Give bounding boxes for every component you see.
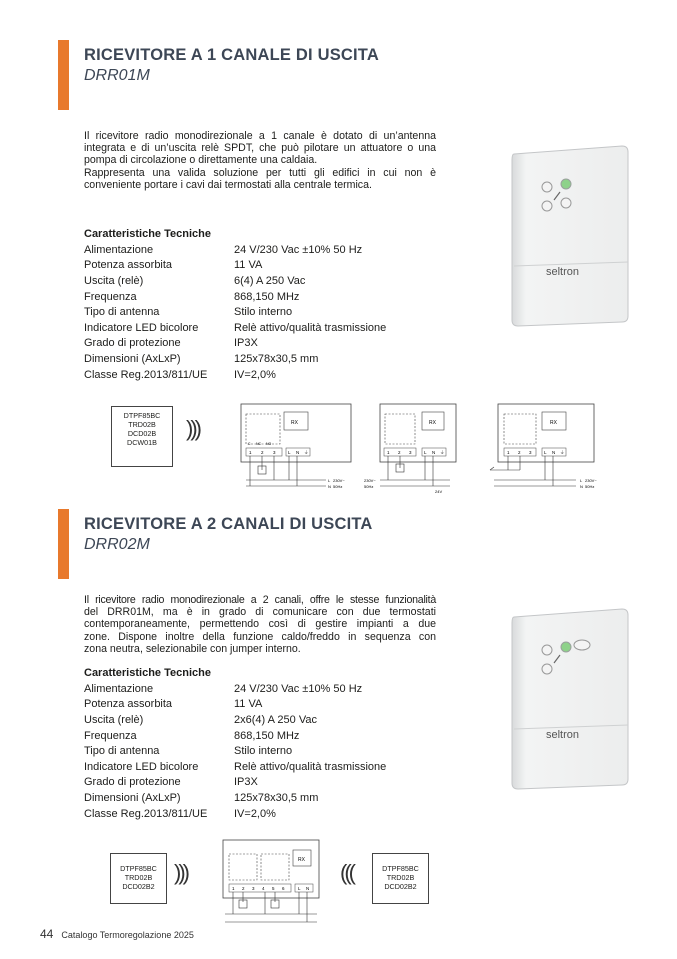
wiring-diagram-1 <box>236 400 356 495</box>
radio-waves-icon: ((( <box>340 860 353 885</box>
intro-line: Rappresenta una valida soluzione per tutti gli edifici in cui non è <box>84 166 436 179</box>
spec-value: Stilo interno <box>234 745 293 758</box>
spec-row <box>84 681 424 697</box>
spec-value: IP3X <box>234 776 258 789</box>
terminal-label: ⏚ <box>304 450 309 455</box>
section1-code: DRR01M <box>84 67 150 84</box>
spec-label: Uscita (relè) <box>84 713 144 726</box>
spec-label: Classe Reg.2013/811/UE <box>84 368 208 381</box>
supply-label: 230V~ <box>333 478 345 483</box>
spec-row <box>84 743 424 759</box>
brand-logo: seltron <box>546 729 580 741</box>
terminal-label: L <box>298 886 301 891</box>
spec-label: Potenza assorbita <box>84 698 173 711</box>
contact-label: NC <box>256 442 262 446</box>
spec-label: Frequenza <box>84 290 137 303</box>
transmitter-model: DCD02B <box>127 429 157 438</box>
spec-label: Tipo di antenna <box>84 306 160 319</box>
supply-label: 230V~ <box>364 478 376 483</box>
terminal-label: 6 <box>282 886 285 891</box>
transmitter-list-box <box>111 406 173 467</box>
transmitter-model: TRD02B <box>128 420 156 429</box>
terminal-label: 2 <box>242 886 245 891</box>
page-footer <box>40 927 194 941</box>
spec-label: Potenza assorbita <box>84 259 173 272</box>
led-indicator-icon <box>561 179 571 189</box>
terminal-label: ⏚ <box>440 450 445 455</box>
spec-row <box>84 320 424 336</box>
spec-value: 6(4) A 250 Vac <box>234 274 306 287</box>
spec-row <box>84 304 424 320</box>
spec-label: Indicatore LED bicolore <box>84 760 199 773</box>
spec-value: IV=2,0% <box>234 368 276 381</box>
spec-value: Stilo interno <box>234 306 293 319</box>
led-indicator-icon <box>561 642 571 652</box>
wiring-diagram-2ch <box>221 838 321 930</box>
footer-text: Catalogo Termoregolazione 2025 <box>61 930 194 940</box>
section1-intro <box>84 130 436 191</box>
spec-label: Dimensioni (AxLxP) <box>84 791 181 804</box>
spec-label: Frequenza <box>84 729 137 742</box>
spec-value: 2x6(4) A 250 Vac <box>234 713 317 726</box>
wiring-diagram-2 <box>360 400 460 495</box>
section2-title: RICEVITORE A 2 CANALI DI USCITA <box>84 515 373 533</box>
terminal-label: 3 <box>273 450 276 455</box>
spec-label: Grado di protezione <box>84 337 181 350</box>
section2-specs-heading: Caratteristiche Tecniche <box>84 667 211 679</box>
transmitter-model: DCW01B <box>127 438 157 447</box>
spec-row <box>84 336 424 352</box>
spec-row <box>84 697 424 713</box>
freq-label: 50Hz <box>364 484 374 489</box>
spec-value: 868,150 MHz <box>234 290 300 303</box>
spec-value: 11 VA <box>234 259 263 272</box>
spec-row <box>84 806 424 822</box>
transmitter-model: DTPF85BC <box>382 864 419 873</box>
spec-value: IP3X <box>234 337 258 350</box>
rx-label: RX <box>298 857 305 863</box>
terminal-label: ⏚ <box>560 450 565 455</box>
contact-label: NO <box>266 442 272 446</box>
transmitter-model: DTPF85BC <box>120 864 157 873</box>
radio-waves-icon: ))) <box>186 416 199 441</box>
spec-label: Uscita (relè) <box>84 274 144 287</box>
spec-label: Alimentazione <box>84 682 154 695</box>
terminal-label: 1 <box>232 886 235 891</box>
rx-label: RX <box>429 420 436 426</box>
phase-label: L <box>580 478 583 483</box>
spec-label: Indicatore LED bicolore <box>84 321 199 334</box>
terminal-label: N <box>432 450 436 455</box>
spec-row <box>84 242 424 258</box>
phase-label: L <box>328 478 331 483</box>
spec-label: Dimensioni (AxLxP) <box>84 352 181 365</box>
supply24-label: 24V <box>435 489 443 494</box>
terminal-label: L <box>288 450 291 455</box>
freq-label: 50Hz <box>585 484 595 489</box>
rx-label: RX <box>291 420 298 426</box>
section2-code: DRR02M <box>84 536 150 553</box>
terminal-label: N <box>306 886 310 891</box>
terminal-label: 3 <box>252 886 255 891</box>
brand-logo: seltron <box>546 266 580 278</box>
receiver-device-image <box>508 140 633 330</box>
spec-value: 125x78x30,5 mm <box>234 791 319 804</box>
neutral-label: N <box>328 484 331 489</box>
section2-spec-table <box>84 681 424 821</box>
section1-accent-bar <box>58 40 69 110</box>
intro-line: del DRR01M, ma è in grado di comunicare con due termostati <box>84 606 436 619</box>
terminal-label: 5 <box>272 886 275 891</box>
spec-row <box>84 289 424 305</box>
intro-line: conveniente portare i cavi dai termostati alla centrale termica. <box>84 178 372 191</box>
terminal-label: 2 <box>398 450 401 455</box>
spec-label: Alimentazione <box>84 243 154 256</box>
spec-row <box>84 759 424 775</box>
spec-value: 11 VA <box>234 698 263 711</box>
wiring-diagram-3 <box>484 400 604 495</box>
spec-row <box>84 728 424 744</box>
intro-line: zone. Dispone inoltre della funzione caldo/freddo in sequenza con <box>84 630 436 643</box>
neutral-label: N <box>580 484 583 489</box>
spec-value: Relè attivo/qualità trasmissione <box>234 760 387 773</box>
section1-title: RICEVITORE A 1 CANALE DI USCITA <box>84 46 379 64</box>
intro-line: zona neutra, selezionabile con jumper interno. <box>84 642 301 655</box>
transmitter-model: DCD02B2 <box>384 882 417 891</box>
intro-line: integrata e di un’uscita relè SPDT, che può pilotare un attuatore o una <box>84 142 436 155</box>
supply-label: 230V~ <box>585 478 597 483</box>
section2-accent-bar <box>58 509 69 579</box>
terminal-label: 3 <box>529 450 532 455</box>
spec-row <box>84 775 424 791</box>
transmitter-model: DTPF85BC <box>123 411 161 420</box>
spec-row <box>84 712 424 728</box>
terminal-label: 1 <box>249 450 252 455</box>
radio-waves-icon: ))) <box>174 860 187 885</box>
section1-spec-table <box>84 242 424 382</box>
spec-row <box>84 273 424 289</box>
intro-line: Il ricevitore radio monodirezionale a 2 canali, offre le stesse funzionalità <box>84 594 436 606</box>
terminal-label: L <box>424 450 427 455</box>
terminal-label: N <box>296 450 300 455</box>
terminal-label: 2 <box>261 450 264 455</box>
terminal-label: N <box>552 450 556 455</box>
page-number: 44 <box>40 927 54 941</box>
transmitter-model: TRD02B <box>124 873 153 882</box>
spec-value: 125x78x30,5 mm <box>234 352 319 365</box>
freq-label: 50Hz <box>333 484 343 489</box>
spec-value: Relè attivo/qualità trasmissione <box>234 321 387 334</box>
intro-line: Il ricevitore radio monodirezionale a 1 canale è dotato di un’antenna <box>84 130 436 142</box>
terminal-label: 1 <box>507 450 510 455</box>
spec-row <box>84 367 424 383</box>
transmitter-list-box-right <box>372 853 429 904</box>
spec-label: Tipo di antenna <box>84 745 160 758</box>
spec-row <box>84 351 424 367</box>
section1-specs-heading: Caratteristiche Tecniche <box>84 228 211 240</box>
section2-intro <box>84 594 436 655</box>
intro-line: pompa di circolazione o direttamente una caldaia. <box>84 154 318 167</box>
spec-row <box>84 790 424 806</box>
transmitter-model: TRD02B <box>386 873 415 882</box>
spec-row <box>84 258 424 274</box>
transmitter-list-box-left <box>110 853 167 904</box>
receiver-device-image <box>508 603 633 793</box>
terminal-label: 4 <box>262 886 265 891</box>
terminal-label: L <box>544 450 547 455</box>
spec-value: 24 V/230 Vac ±10% 50 Hz <box>234 682 363 695</box>
terminal-label: 1 <box>387 450 390 455</box>
intro-line: contemporaneamente, permettendo così di gestire impianti a due <box>84 618 436 631</box>
contact-label: C <box>248 442 251 446</box>
rx-label: RX <box>550 420 557 426</box>
transmitter-model: DCD02B2 <box>122 882 155 891</box>
terminal-label: 2 <box>518 450 521 455</box>
spec-label: Classe Reg.2013/811/UE <box>84 807 208 820</box>
spec-label: Grado di protezione <box>84 776 181 789</box>
spec-value: 24 V/230 Vac ±10% 50 Hz <box>234 243 363 256</box>
spec-value: 868,150 MHz <box>234 729 300 742</box>
terminal-label: 3 <box>409 450 412 455</box>
spec-value: IV=2,0% <box>234 807 276 820</box>
